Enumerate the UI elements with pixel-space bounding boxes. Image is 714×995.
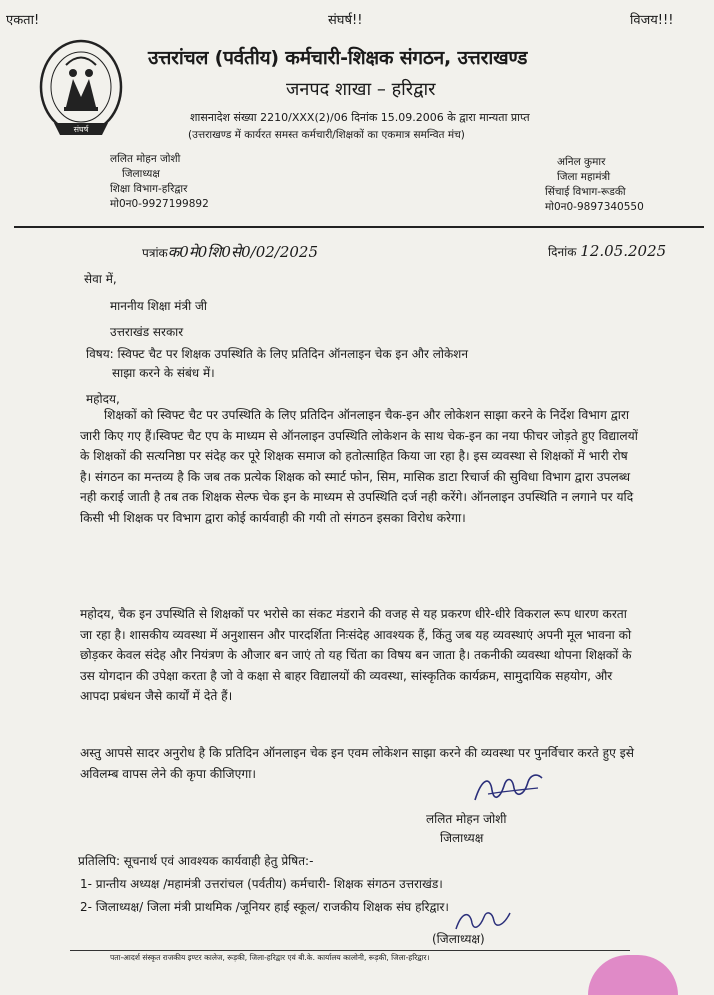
footer-divider bbox=[70, 950, 630, 951]
organization-logo-icon bbox=[36, 35, 126, 145]
branch-name: जनपद शाखा – हरिद्वार bbox=[286, 79, 436, 100]
reference-value: क0मे0शि0से0/02/2025 bbox=[167, 243, 319, 261]
cc-heading: प्रतिलिपि: सूचनार्थ एवं आवश्यक कार्यवाही हेतु प्रेषित:- bbox=[78, 854, 314, 868]
date-value: 12.05.2025 bbox=[580, 242, 667, 260]
cc-item-2: 2- जिलाध्यक्ष/ जिला मंत्री प्राथमिक /जूनियर हाई स्कूल/ राजकीय शिक्षक संघ हरिद्वार। bbox=[80, 900, 449, 914]
cc-item-1: 1- प्रान्तीय अध्यक्ष /महामंत्री उत्तरांचल (पर्वतीय) कर्मचारी- शिक्षक संगठन उत्तराखंड। bbox=[80, 877, 443, 891]
officer-left-phone: मो0न0-9927199892 bbox=[110, 198, 209, 210]
letter-date bbox=[548, 242, 666, 260]
pink-shape bbox=[588, 955, 678, 995]
officer-right-role: जिला महामंत्री bbox=[557, 171, 611, 183]
officer-left-dept: शिक्षा विभाग-हरिद्वार bbox=[110, 183, 188, 195]
officer-left bbox=[110, 152, 209, 212]
signatory-name: ललित मोहन जोशी bbox=[426, 812, 507, 826]
signatory-role: जिलाध्यक्ष bbox=[440, 831, 484, 845]
body-paragraph-2: महोदय, चैक इन उपस्थिति से शिक्षकों पर भरोसे का संकट मंडराने की वजह से यह प्रकरण धीरे-धीरे विकराल रूप धारण करता जा रहा है। शासकीय व्यवस्था में अनुशासन और पारदर्शिता निःसंदेह आवश्यक हैं, किंतु जब यह व्यवस्थाएं अपनी मूल भावना को छोड़कर केवल संदेह और नियंत्रण के औजार बन जाएं तो यह चिंता का विषय बन जाता है। तकनीकी व्यवस्था थोपना शिक्षकों के उस योगदान की उपेक्षा करता है जो वे कक्षा से बाहर विद्यालयों की व्यवस्था, सांस्कृतिक कार्यक्रम, सामुदायिक सहयोग, और आपदा प्रबंधन जैसे कार्यों में देते हैं। bbox=[80, 607, 632, 703]
header-divider bbox=[14, 226, 704, 228]
officer-right-phone: मो0न0-9897340550 bbox=[545, 201, 644, 213]
recognition-line: शासनादेश संख्या 2210/XXX(2)/06 दिनांक 15.09.2006 के द्वारा मान्यता प्राप्त bbox=[190, 111, 530, 124]
signature-scribble bbox=[470, 768, 550, 808]
date-label: दिनांक bbox=[548, 245, 577, 259]
reference-number bbox=[142, 242, 318, 262]
officer-right-name: अनिल कुमार bbox=[557, 156, 606, 168]
to-line-1: सेवा में, bbox=[84, 272, 117, 286]
slogan-center: संघर्ष!! bbox=[328, 13, 363, 28]
signatory-role-bottom: (जिलाध्यक्ष) bbox=[432, 932, 485, 946]
salutation: महोदय, bbox=[86, 392, 120, 406]
logo-text: संघर्ष bbox=[73, 125, 89, 134]
subject-line-2: साझा करने के संबंध में। bbox=[112, 366, 215, 380]
slogan-left: एकता! bbox=[6, 13, 40, 28]
footer-address: पता-आदर्श संस्कृत राजकीय इण्टर कालेज, रूड़की, जिला-हरिद्वार एवं बी.के. कार्यालय कालोनी, रूड़की, जिला-हरिद्वार। bbox=[110, 953, 430, 962]
slogan-right: विजय!!! bbox=[630, 13, 674, 28]
organization-title: उत्तरांचल (पर्वतीय) कर्मचारी-शिक्षक संगठन, उत्तराखण्ड bbox=[148, 47, 528, 69]
officer-left-name: ललित मोहन जोशी bbox=[110, 153, 181, 165]
to-line-2: माननीय शिक्षा मंत्री जी bbox=[110, 299, 208, 313]
officer-right-dept: सिंचाई विभाग-रूडकी bbox=[545, 186, 626, 198]
to-line-3: उत्तराखंड सरकार bbox=[110, 325, 184, 339]
officer-right bbox=[545, 155, 644, 215]
body-paragraph-3: अस्तु आपसे सादर अनुरोध है कि प्रतिदिन ऑनलाइन चेक इन एवम लोकेशन साझा करने की व्यवस्था पर पुनर्विचार करते हुए इसे अविलम्ब वापस लेने की कृपा कीजिएगा। bbox=[80, 746, 634, 781]
reference-label: पत्रांक bbox=[142, 246, 168, 260]
recognition-note: (उत्तराखण्ड में कार्यरत समस्त कर्मचारी/शिक्षकों का एकमात्र समन्वित मंच) bbox=[188, 129, 465, 141]
body-paragraph-1: शिक्षकों को स्विफ्ट चैट पर उपस्थिति के लिए प्रतिदिन ऑनलाइन चैक-इन और लोकेशन साझा करने के निर्देश विभाग द्वारा जारी किए गए हैं।स्विफ्ट चैट एप के माध्यम से ऑनलाइन उपस्थिति लोकेशन के साथ चेक-इन का नया फीचर जोड़ते हुए विद्यालयों के शिक्षकों की सत्यनिष्ठा पर संदेह कर पूरे शिक्षक समाज को हतोत्साहित किया जा रहा है। इस व्यवस्था से शिक्षकों में भारी रोष है। संगठन का मन्तव्य है कि जब तक प्रत्येक शिक्षक को स्मार्ट फोन, सिम, मासिक डाटा रिचार्ज की सुविधा विभाग द्वारा उपलब्ध नही कराई जाती है तब तक शिक्षक सेल्फ चेक इन के माध्यम से उपस्थिति दर्ज नही करेंगे। ऑनलाइन उपस्थिति न लगाने पर यदि किसी भी शिक्षक पर विभाग द्वारा कोई कार्यवाही की गयी तो संगठन इसका विरोध करेगा। bbox=[80, 408, 638, 525]
officer-left-role: जिलाध्यक्ष bbox=[122, 168, 160, 180]
subject-line-1: विषय: स्विफ्ट चैट पर शिक्षक उपस्थिति के लिए प्रतिदिन ऑनलाइन चेक इन और लोकेशन bbox=[86, 347, 469, 361]
